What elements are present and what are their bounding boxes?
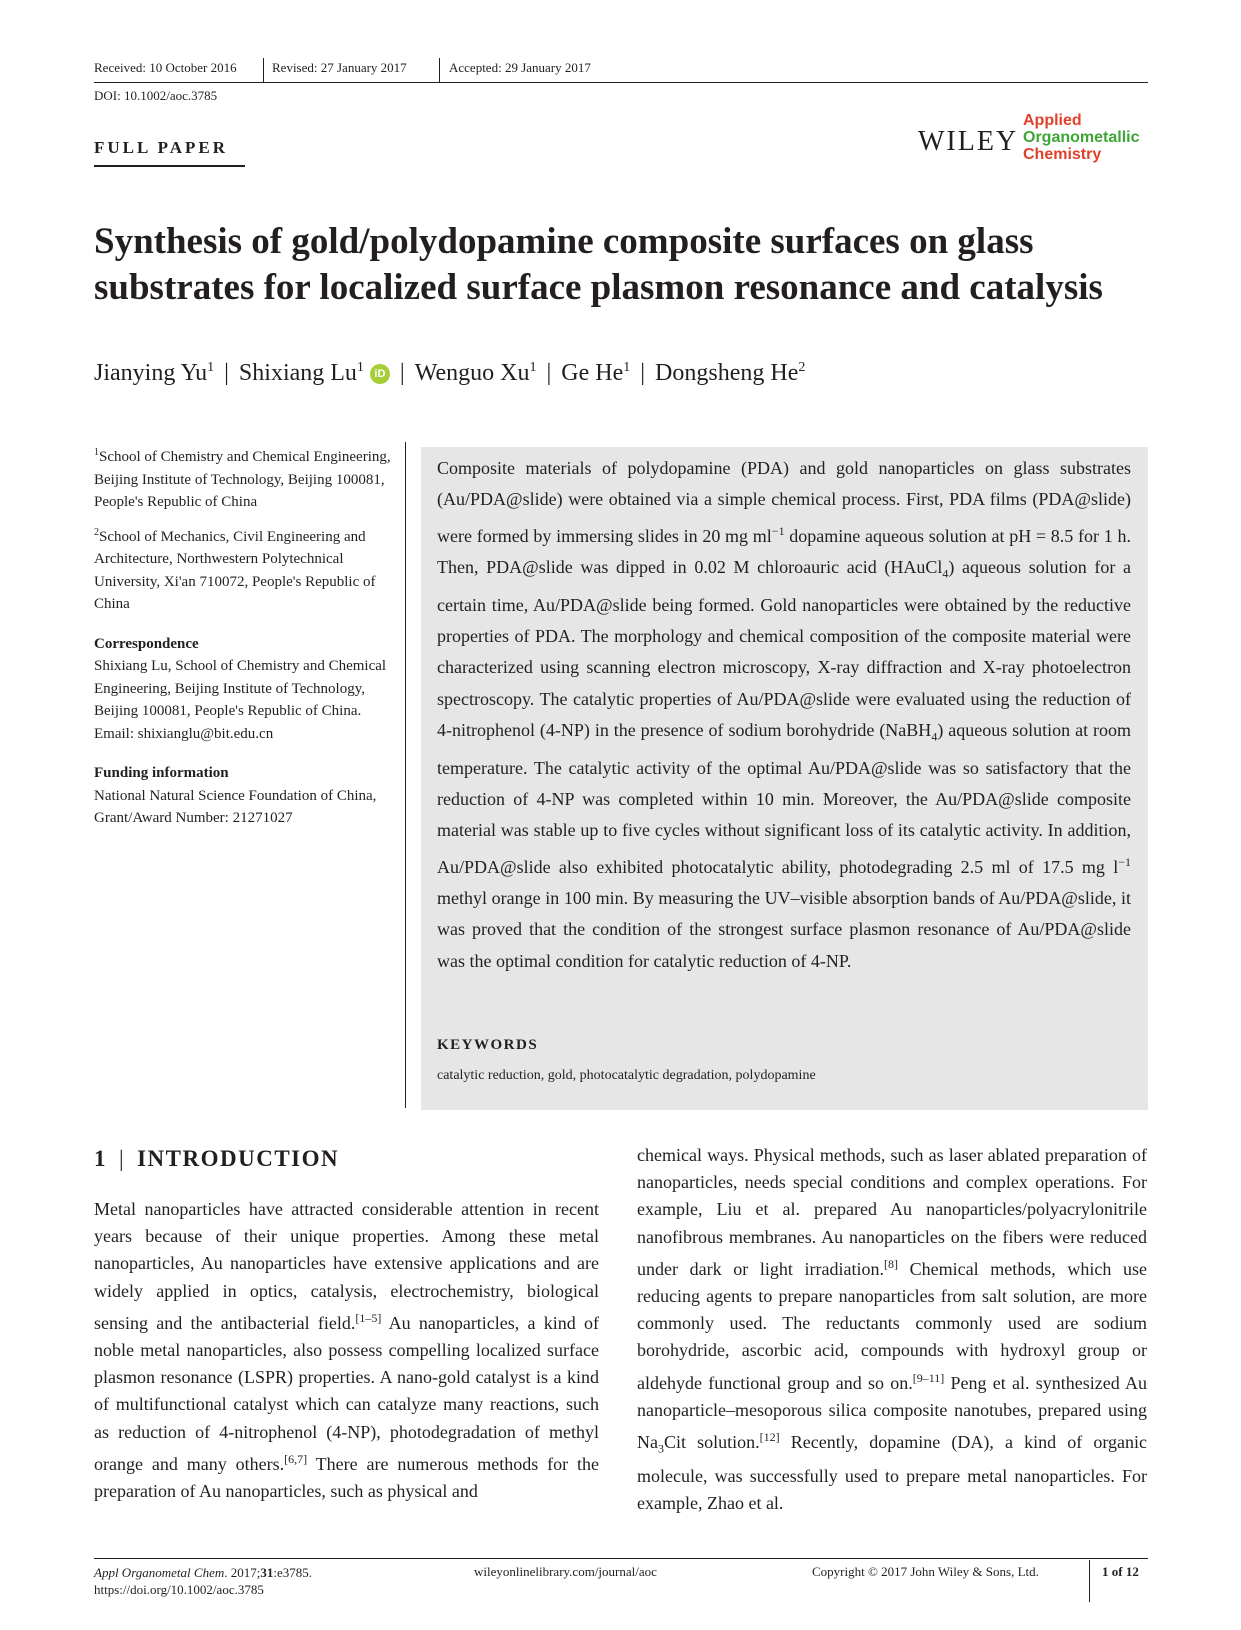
section-label: FULL PAPER (94, 138, 229, 157)
author-list (94, 360, 805, 387)
author-affiliation: 1 (207, 360, 215, 375)
article-number: :e3785. (273, 1565, 312, 1580)
affiliation (94, 442, 394, 514)
body-text: Peng et al. synthesized Au nanoparticle–mesoporous silica composite nanotubes, prepared using Na (637, 1372, 1148, 1453)
abstract-part: dopamine aqueous solution at pH = 8.5 for 1 h. Then, PDA@slide was dipped in 0.02 M chloroauric acid (HAuCl (437, 525, 1131, 577)
section-number: 1 (94, 1146, 107, 1171)
section-title: INTRODUCTION (137, 1146, 340, 1171)
separator: | (399, 360, 405, 386)
body-column-left (94, 1196, 599, 1505)
subscript: 4 (931, 729, 938, 744)
abstract-text (437, 453, 1131, 977)
funding-text: National Natural Science Foundation of China, Grant/Award Number: 21271027 (94, 787, 377, 826)
revised-date: Revised: 27 January 2017 (272, 60, 407, 75)
citation-ref[interactable]: [8] (883, 1256, 898, 1271)
doi[interactable]: DOI: 10.1002/aoc.3785 (94, 88, 218, 103)
funding (94, 762, 394, 830)
journal-site-link[interactable]: wileyonlinelibrary.com/journal/aoc (474, 1564, 657, 1579)
citation-ref[interactable]: [12] (759, 1430, 780, 1445)
section-underline (94, 165, 245, 167)
body-text: chemical ways. Physical methods, such as laser ablated preparation of nanoparticles, needs special conditions and complex operations. For example, Liu et al. prepared Au nanoparticles/polyacrylonitrile nanofibrous membranes. Au nanoparticles on the fibers were reduced under dark or light irradiation. (637, 1145, 1147, 1279)
separator: | (224, 360, 229, 386)
copyright: Copyright © 2017 John Wiley & Sons, Ltd. (812, 1564, 1039, 1579)
citation-line (94, 1564, 312, 1581)
abstract-part: Composite materials of polydopamine (PDA) and gold nanoparticles on glass substrates (Au/PDA@slide) were obtained via a simple chemical process. First, PDA films (PDA@slide) were formed by immersing slides in 20 mg ml (437, 458, 1131, 546)
separator: | (640, 360, 646, 386)
accepted-date: Accepted: 29 January 2017 (449, 60, 591, 75)
footer-rule (94, 1558, 1148, 1559)
affiliation-text: School of Mechanics, Civil Engineering and Architecture, Northwestern Polytechnical University, Xi'an 710072, People's Republic of China (94, 528, 376, 612)
superscript: −1 (771, 523, 785, 538)
body-text: Recently, dopamine (DA), a kind of organic molecule, was successfully used to prepare metal nanoparticles. For example, Zhao et al. (637, 1432, 1148, 1514)
orcid-icon[interactable]: iD (370, 364, 390, 384)
funding-heading: Funding information (94, 765, 229, 781)
abstract-box (421, 447, 1148, 1110)
journal-logo-line: Chemistry (1023, 146, 1102, 163)
section-heading (94, 1146, 339, 1172)
author-name[interactable]: Jianying Yu (94, 360, 208, 386)
doi-link[interactable]: https://doi.org/10.1002/aoc.3785 (94, 1582, 264, 1597)
superscript: −1 (1118, 854, 1131, 869)
author-name[interactable]: Shixiang Lu (238, 360, 357, 386)
column-divider (405, 442, 406, 1108)
journal-logo (1023, 112, 1139, 163)
journal-abbrev: Appl Organometal Chem (94, 1565, 225, 1580)
author-affiliation: 2 (798, 360, 806, 375)
correspondence (94, 633, 394, 746)
author-name[interactable]: Ge He (561, 360, 624, 386)
keywords: catalytic reduction, gold, photocatalytic degradation, polydopamine (437, 1068, 816, 1083)
separator: | (119, 1146, 126, 1171)
correspondence-email[interactable]: Email: shixianglu@bit.edu.cn (94, 725, 274, 742)
body-text: There are numerous methods for the preparation of Au nanoparticles, such as physical and (94, 1453, 599, 1502)
correspondence-heading: Correspondence (94, 635, 199, 652)
citation-year: . 2017; (224, 1565, 261, 1580)
body-text: Metal nanoparticles have attracted considerable attention in recent years because of their unique properties. Among these metal nanoparticles, Au nanoparticles have extensive applications and are widely applied in optics, catalysis, electrochemistry, biological sensing and the antibacterial field. (94, 1199, 599, 1333)
page-number: 1 of 12 (1102, 1564, 1139, 1579)
header-rule (94, 82, 1148, 83)
affiliations (94, 442, 394, 616)
citation-ref[interactable]: [1–5] (355, 1310, 382, 1325)
keywords-heading: KEYWORDS (437, 1037, 539, 1053)
correspondence-text: Shixiang Lu, School of Chemistry and Chemical Engineering, Beijing Institute of Technology, Beijing 100081, People's Republic of China. (94, 658, 387, 719)
article-history (94, 58, 1148, 82)
author-affiliation: 1 (623, 360, 631, 375)
author-affiliation: 1 (529, 360, 537, 375)
separator: | (546, 360, 552, 386)
subscript: 4 (942, 566, 949, 581)
body-text: Chemical methods, which use reducing agents to prepare nanoparticles from salt solution, are more commonly used. The reductants commonly used are sodium borohydride, ascorbic acid, compounds with hydroxyl group or aldehyde functional group and so on. (637, 1258, 1147, 1393)
affiliation-number: 2 (94, 526, 99, 538)
journal-logo-line: Applied (1023, 112, 1082, 129)
subscript: 3 (658, 1441, 664, 1456)
abstract-part: ) aqueous solution at room temperature. The catalytic activity of the optimal Au/PDA@slide was so satisfactory that the reduction of 4-NP was completed within 10 min. Moreover, the Au/PDA@slide composite material was stable up to five cycles without significant loss of its catalytic activity. In addition, Au/PDA@slide also exhibited photocatalytic ability, photodegrading 2.5 ml of 17.5 mg l (437, 719, 1131, 877)
citation-ref[interactable]: [9–11] (912, 1370, 945, 1385)
body-column-right (637, 1142, 1147, 1517)
divider (1089, 1560, 1090, 1602)
body-text: Cit solution. (664, 1432, 760, 1453)
author-affiliation: 1 (356, 360, 364, 375)
affiliation (94, 522, 394, 616)
author-name[interactable]: Dongsheng He (655, 360, 799, 386)
body-text: Au nanoparticles, a kind of noble metal nanoparticles, also possess compelling localized surface plasmon resonance (LSPR) properties. A nano-gold catalyst is a kind of multifunctional catalyst which can catalyze many reactions, such as reduction of 4-nitrophenol (4-NP), photodegradation of methyl orange and many others. (94, 1312, 599, 1474)
volume: 31 (260, 1565, 274, 1580)
abstract-part: ) aqueous solution for a certain time, Au/PDA@slide being formed. Gold nanoparticles were obtained by the reductive properties of PDA. The morphology and chemical composition of the composite material were characterized using scanning electron microscopy, X-ray diffraction and X-ray photoelectron spectroscopy. The catalytic properties of Au/PDA@slide were evaluated using the reduction of 4-nitrophenol (4-NP) in the presence of sodium borohydride (NaBH (437, 556, 1131, 740)
divider (439, 58, 440, 82)
affiliation-column (94, 442, 394, 847)
footer-citation (94, 1564, 312, 1598)
journal-logo-line: Organometallic (1023, 129, 1140, 146)
publisher-logo: WILEY (918, 126, 1019, 157)
author-name[interactable]: Wenguo Xu (414, 360, 530, 386)
article-title: Synthesis of gold/polydopamine composite surfaces on glass substrates for localized surface plasmon resonance and catalysis (94, 221, 1103, 308)
affiliation-text: School of Chemistry and Chemical Engineering, Beijing Institute of Technology, Beijing 100081, People's Republic of China (94, 449, 391, 510)
abstract-part: methyl orange in 100 min. By measuring the UV–visible absorption bands of Au/PDA@slide, it was proved that the condition of the strongest surface plasmon resonance of Au/PDA@slide was the optimal condition for catalytic reduction of 4-NP. (437, 888, 1131, 971)
citation-ref[interactable]: [6,7] (284, 1451, 308, 1466)
affiliation-number: 1 (94, 447, 99, 458)
divider (263, 58, 264, 82)
received-date: Received: 10 October 2016 (94, 60, 237, 75)
